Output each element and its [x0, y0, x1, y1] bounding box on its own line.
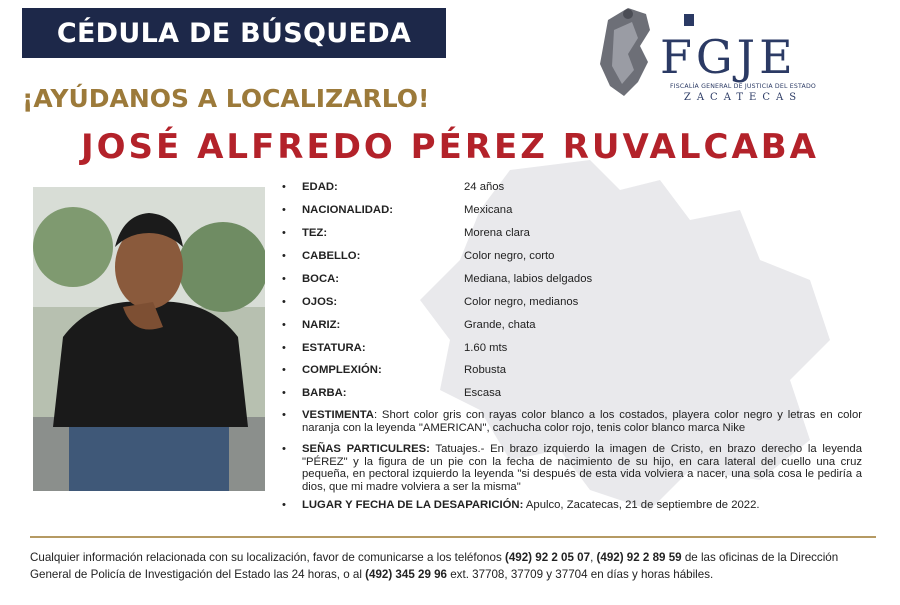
bullet-icon: • [282, 227, 286, 239]
detail-label: NACIONALIDAD: [302, 204, 393, 216]
disappearance-text: Apulco, Zacatecas, 21 de septiembre de 2022. [523, 499, 760, 511]
distinguishing-marks [282, 443, 862, 493]
footer-text-2: de las oficinas de la Dirección General de Policía de Investigación del Estado las 24 horas, o al [30, 551, 839, 581]
bullet-icon: • [282, 319, 286, 331]
logo-acronym: FGJE [660, 30, 797, 84]
footer-text-3: ext. 37708, 37709 y 37704 en días y horas hábiles. [447, 568, 714, 581]
detail-label: COMPLEXIÓN: [302, 364, 382, 376]
missing-person-name: JOSÉ ALFREDO PÉREZ RUVALCABA [81, 127, 819, 167]
footer-sep: , [590, 551, 597, 564]
phone-number-3: (492) 345 29 96 [365, 568, 448, 581]
bullet-icon: • [282, 204, 286, 216]
bullet-icon: • [282, 296, 286, 308]
detail-label: TEZ: [302, 227, 328, 239]
divider [30, 536, 876, 538]
detail-value: Mediana, labios delgados [464, 273, 593, 285]
subtitle: ¡AYÚDANOS A LOCALIZARLO! [22, 84, 430, 113]
clothing-description [282, 409, 862, 434]
bullet-icon: • [282, 250, 286, 262]
bullet-icon: • [282, 364, 286, 376]
bullet-icon: • [282, 342, 286, 354]
document-banner: CÉDULA DE BÚSQUEDA [22, 8, 446, 58]
logo-agency: FISCALÍA GENERAL DE JUSTICIA DEL ESTADO [669, 83, 817, 90]
bullet-icon: • [282, 499, 286, 511]
phone-number-1: (492) 92 2 05 07 [504, 551, 591, 564]
detail-value: Color negro, medianos [464, 296, 579, 308]
contact-footer [30, 549, 876, 583]
clothing-label: VESTIMENTA [302, 409, 374, 421]
bullet-icon: • [282, 409, 286, 421]
logo-state: ZACATECAS [683, 92, 803, 103]
detail-value: Morena clara [464, 227, 530, 239]
person-photo [33, 187, 265, 491]
clothing-text: : Short color gris con rayas color blanco a los costados, playera color negro y letras en color naranja con la leyenda "AMERICAN", cachucha color rojo, tenis color blanco marca Nike [302, 409, 862, 434]
footer-text-1: Cualquier información relacionada con su localización, favor de comunicarse a los teléfonos [30, 551, 505, 564]
bullet-icon: • [282, 387, 286, 399]
disappearance-label: LUGAR Y FECHA DE LA DESAPARICIÓN: [302, 499, 524, 511]
marks-label: SEÑAS PARTICULRES: [302, 443, 430, 455]
detail-value: Grande, chata [464, 319, 536, 331]
phone-number-2: (492) 92 2 89 59 [596, 551, 682, 564]
detail-value: 1.60 mts [464, 342, 508, 354]
detail-value: Color negro, corto [464, 250, 555, 262]
detail-label: OJOS: [302, 296, 338, 308]
disappearance-info [282, 499, 862, 512]
detail-value: 24 años [464, 181, 505, 193]
detail-value: Escasa [464, 387, 502, 399]
detail-value: Robusta [464, 364, 507, 376]
detail-label: EDAD: [302, 181, 338, 193]
bullet-icon: • [282, 443, 286, 455]
detail-label: BARBA: [302, 387, 347, 399]
detail-label: CABELLO: [302, 250, 361, 262]
marks-text: Tatuajes.- En brazo izquierdo la imagen de Cristo, en brazo derecho la leyenda "PÉREZ" y la figura de un pie con la fecha de nacimiento de su hijo, en cara lateral del cuello una cruz pequeña, en pectoral izquierdo la leyenda "si después de esta vida volviera a nacer, una sola cosa le pediría a dios, que mi madre volviera a ser la misma" [302, 443, 862, 493]
detail-value: Mexicana [464, 204, 513, 216]
bullet-icon: • [282, 181, 286, 193]
detail-label: BOCA: [302, 273, 340, 285]
detail-label: ESTATURA: [302, 342, 366, 354]
detail-label: NARIZ: [302, 319, 341, 331]
bullet-icon: • [282, 273, 286, 285]
